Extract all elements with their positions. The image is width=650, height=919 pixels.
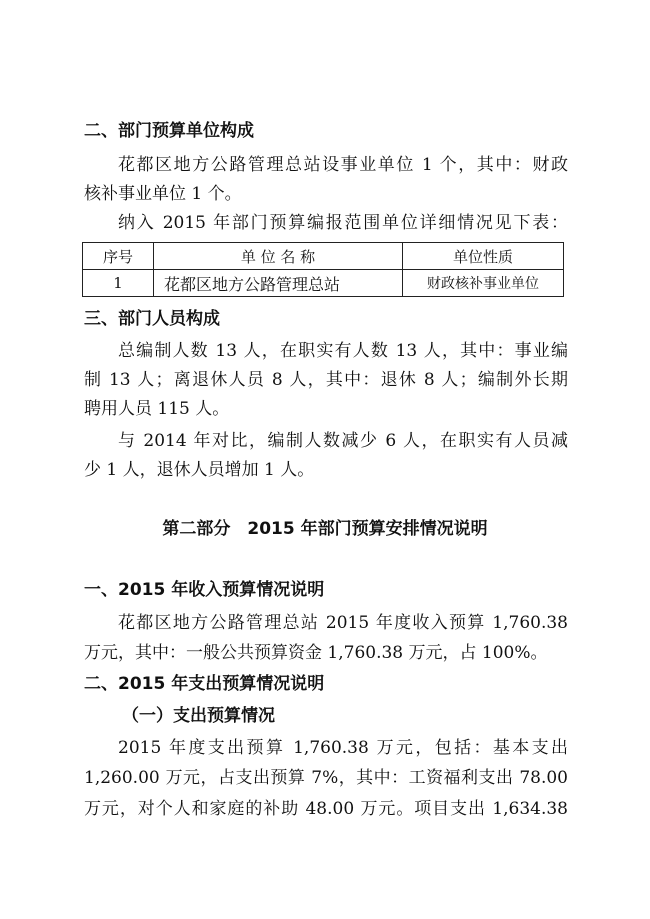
paragraph-line: 少 1 人，退休人员增加 1 人。 <box>84 460 315 480</box>
section-heading-staff: 三、部门人员构成 <box>84 309 220 329</box>
paragraph-line: 1,260.00 万元，占支出预算 7%，其中：工资福利支出 78.00 <box>84 768 568 788</box>
cell-index: 1 <box>83 270 154 297</box>
section-heading-units: 二、部门预算单位构成 <box>84 121 254 141</box>
expense-heading: 二、2015 年支出预算情况说明 <box>84 674 325 694</box>
paragraph-line: 总编制人数 13 人，在职实有人数 13 人，其中：事业编 <box>118 341 568 361</box>
paragraph-line: 万元，其中：一般公共预算资金 1,760.38 万元，占 100%。 <box>84 643 548 663</box>
paragraph-line: 核补事业单位 1 个。 <box>84 184 242 204</box>
paragraph-line: 花都区地方公路管理总站设事业单位 1 个，其中：财政 <box>118 155 568 175</box>
table-intro: 纳入 2015 年部门预算编报范围单位详细情况见下表： <box>118 213 568 233</box>
column-header-type: 单位性质 <box>403 243 564 270</box>
table-row <box>83 270 564 297</box>
paragraph-line: 万元，对个人和家庭的补助 48.00 万元。项目支出 1,634.38 <box>84 799 568 819</box>
column-header-index: 序号 <box>83 243 154 270</box>
part-two-title: 第二部分 2015 年部门预算安排情况说明 <box>162 519 488 539</box>
paragraph-line: 与 2014 年对比，编制人数减少 6 人，在职实有人员减 <box>118 431 568 451</box>
income-heading: 一、2015 年收入预算情况说明 <box>84 580 325 600</box>
cell-type: 财政核补事业单位 <box>403 270 564 297</box>
cell-name: 花都区地方公路管理总站 <box>154 270 403 297</box>
paragraph-line: 2015 年度支出预算 1,760.38 万元，包括：基本支出 <box>118 738 568 758</box>
column-header-name: 单 位 名 称 <box>154 243 403 270</box>
expense-subheading: （一）支出预算情况 <box>122 706 275 726</box>
paragraph-line: 制 13 人；离退休人员 8 人，其中：退休 8 人；编制外长期 <box>84 370 568 390</box>
units-table <box>82 242 564 297</box>
paragraph-line: 花都区地方公路管理总站 2015 年度收入预算 1,760.38 <box>118 613 568 633</box>
table-header-row <box>83 243 564 270</box>
paragraph-line: 聘用人员 115 人。 <box>84 399 230 419</box>
